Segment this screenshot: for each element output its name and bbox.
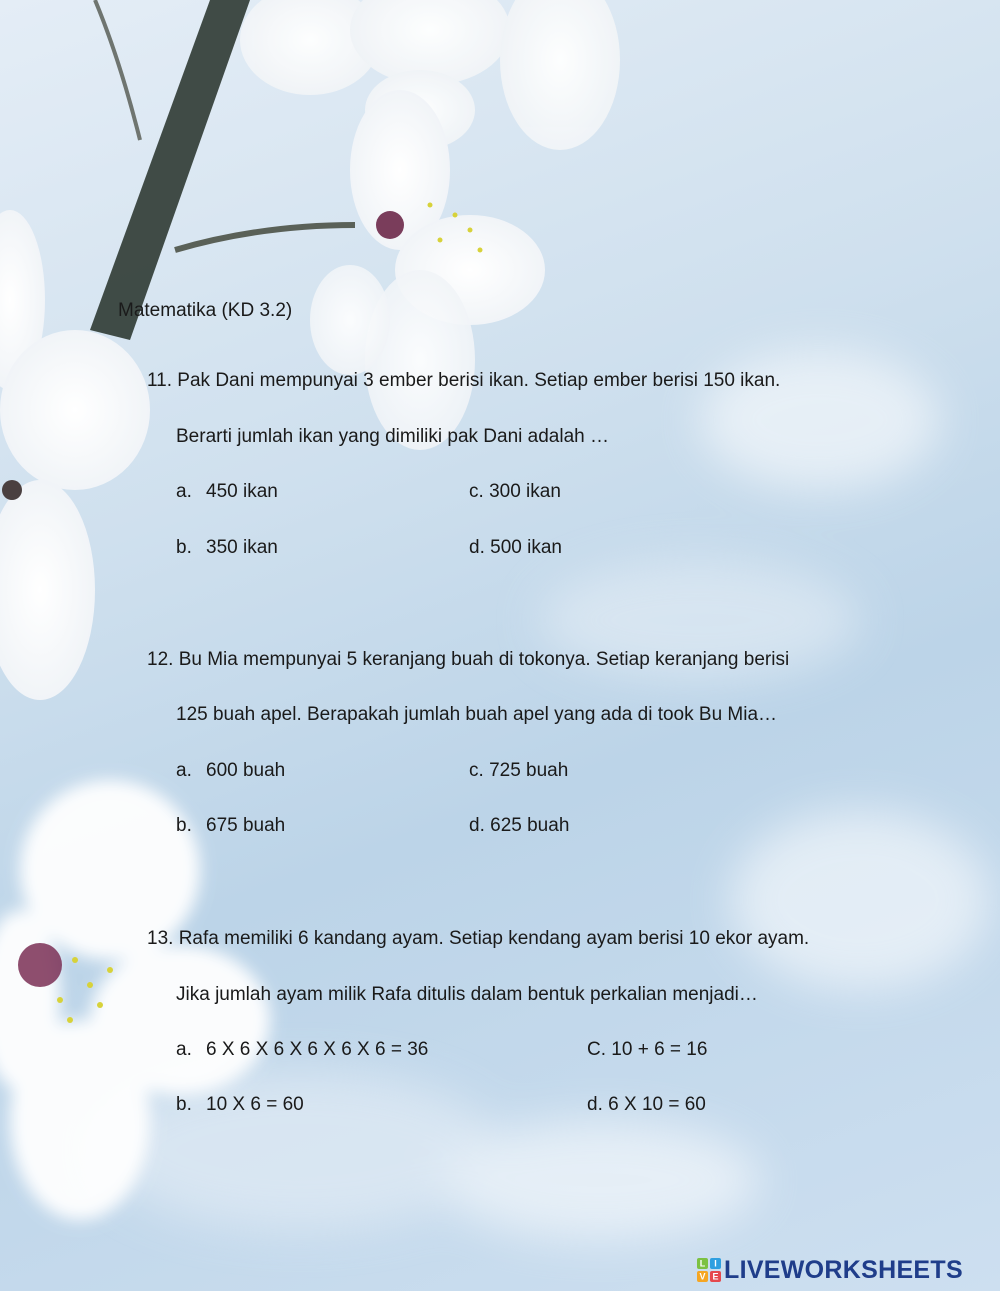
option-label: b. xyxy=(176,1094,192,1115)
option-label: b. xyxy=(176,537,192,558)
question-number: 12. xyxy=(147,649,174,670)
option-text: 500 ikan xyxy=(490,537,562,558)
option-label: c. xyxy=(469,481,484,502)
q13-option-c[interactable] xyxy=(587,1038,707,1062)
option-text: 10 X 6 = 60 xyxy=(206,1094,304,1115)
logo-letter: I xyxy=(714,1258,717,1269)
liveworksheets-logo[interactable] xyxy=(697,1256,963,1284)
q12-option-c[interactable] xyxy=(469,759,568,783)
question-12-line-1 xyxy=(147,648,789,672)
option-text: 6 X 10 = 60 xyxy=(608,1094,706,1115)
question-text: Rafa memiliki 6 kandang ayam. Setiap kendang ayam berisi 10 ekor ayam. xyxy=(178,928,810,949)
q11-option-c[interactable] xyxy=(469,480,561,504)
option-label: a. xyxy=(176,760,192,781)
liveworksheets-logo-icon xyxy=(697,1258,721,1282)
option-text: 6 X 6 X 6 X 6 X 6 X 6 = 36 xyxy=(206,1039,429,1060)
q13-option-b[interactable] xyxy=(176,1093,304,1117)
option-text: 300 ikan xyxy=(489,481,561,502)
option-text: 725 buah xyxy=(489,760,569,781)
q12-option-a[interactable] xyxy=(176,759,285,783)
question-12-line-2: 125 buah apel. Berapakah jumlah buah apel yang ada di took Bu Mia… xyxy=(176,704,778,725)
option-label: C. xyxy=(587,1039,606,1060)
option-text: 675 buah xyxy=(206,815,286,836)
option-text: 600 buah xyxy=(206,760,286,781)
question-11-line-1 xyxy=(147,369,780,393)
option-label: d. xyxy=(587,1094,603,1115)
q12-option-d[interactable] xyxy=(469,814,569,838)
option-label: a. xyxy=(176,481,192,502)
option-text: 450 ikan xyxy=(206,481,278,502)
option-text: 10 + 6 = 16 xyxy=(611,1039,708,1060)
question-number: 11. xyxy=(147,370,173,391)
option-label: d. xyxy=(469,815,485,836)
q11-option-d[interactable] xyxy=(469,536,562,560)
question-13-line-2: Jika jumlah ayam milik Rafa ditulis dalam bentuk perkalian menjadi… xyxy=(176,984,758,1005)
option-label: a. xyxy=(176,1039,192,1060)
option-label: c. xyxy=(469,760,484,781)
question-text: Pak Dani mempunyai 3 ember berisi ikan. Setiap ember berisi 150 ikan. xyxy=(177,370,781,391)
option-label: d. xyxy=(469,537,485,558)
q13-option-d[interactable] xyxy=(587,1093,706,1117)
liveworksheets-wordmark: LIVEWORKSHEETS xyxy=(724,1255,963,1284)
q13-option-a[interactable] xyxy=(176,1038,428,1062)
question-text: Bu Mia mempunyai 5 keranjang buah di tokonya. Setiap keranjang berisi xyxy=(178,649,790,670)
option-text: 625 buah xyxy=(490,815,570,836)
logo-letter: L xyxy=(699,1258,706,1269)
logo-letter: E xyxy=(712,1271,719,1282)
option-text: 350 ikan xyxy=(206,537,278,558)
question-11-line-2: Berarti jumlah ikan yang dimiliki pak Dani adalah … xyxy=(176,426,609,447)
page-heading: Matematika (KD 3.2) xyxy=(118,300,293,321)
question-number: 13. xyxy=(147,928,174,949)
option-label: b. xyxy=(176,815,192,836)
q12-option-b[interactable] xyxy=(176,814,285,838)
q11-option-b[interactable] xyxy=(176,536,278,560)
q11-option-a[interactable] xyxy=(176,480,278,504)
question-13-line-1 xyxy=(147,927,809,951)
logo-letter: V xyxy=(699,1271,706,1282)
